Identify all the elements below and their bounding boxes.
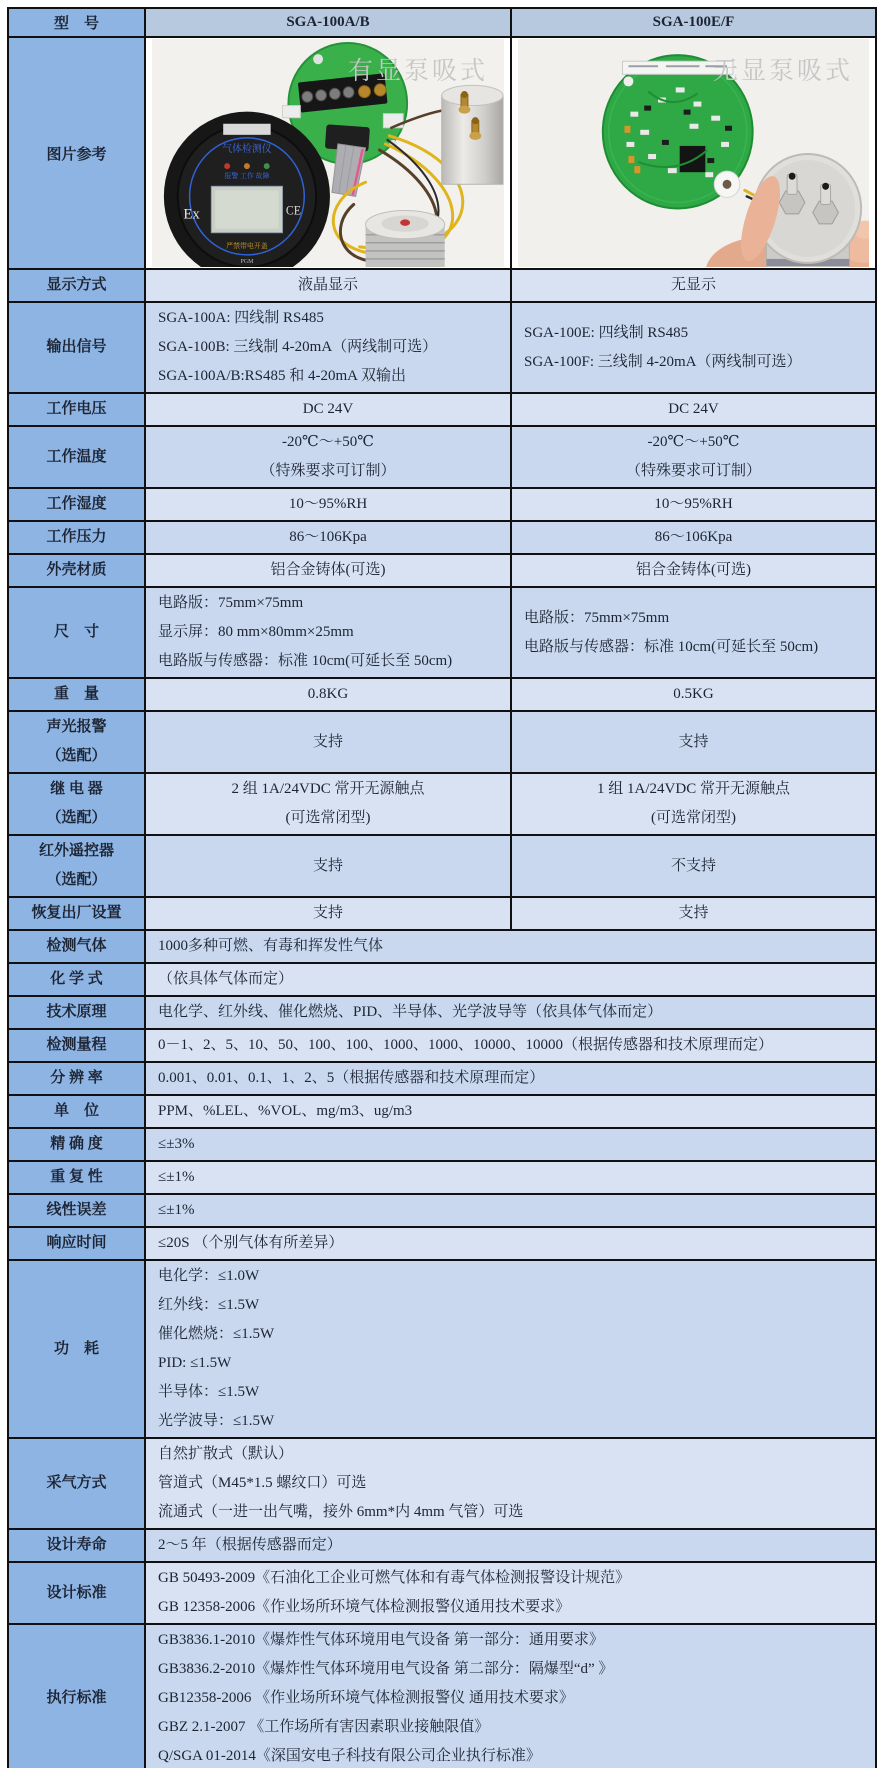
row-value-text: 显示屏：80 mm×80mm×25mm [158,624,354,640]
row-value [145,1227,876,1260]
spec-row-11 [8,835,876,897]
row-value-text: 自然扩散式（默认） [158,1446,294,1462]
row-value [145,554,511,587]
row-label-text: 分 辨 率 [50,1070,103,1086]
row-value [145,835,511,897]
row-value-text: 催化燃烧：≤1.5W [158,1326,275,1342]
pump-cylinder-icon [442,85,503,184]
row-label-text: 设计标准 [46,1584,107,1601]
row-value-text: SGA-100B: 三线制 4-20mA（两线制可选） [158,339,438,355]
row-value [145,1529,876,1562]
row-label [8,1529,145,1562]
row-value-text: 支持 [312,857,343,874]
header-model-label: 型 号 [8,8,145,37]
photo-watermark-left: 有显泵吸式 [347,58,488,85]
row-value [145,678,511,711]
row-value [145,488,511,521]
row-label-text: 技术原理 [46,1004,107,1020]
row-value-text: 光学波导：≤1.5W [158,1413,275,1429]
row-value-text: 电化学：≤1.0W [158,1268,260,1284]
row-value-text: 支持 [678,733,709,750]
row-value [145,1194,876,1227]
spec-row-10 [8,773,876,835]
row-value [145,1562,876,1624]
row-value-text: 支持 [678,905,709,921]
row-label-text: 检测气体 [46,938,107,954]
row-value-text: 电路版与传感器：标准 10cm(可延长至 50cm) [524,638,819,655]
row-label-text: （选配） [46,748,107,764]
row-label-text: 声光报警 [46,719,107,735]
row-value [145,930,876,963]
spec-row-1 [8,302,876,393]
row-value-text: 2 组 1A/24VDC 常开无源触点 [231,781,425,797]
row-value-text: Q/SGA 01-2014《深国安电子科技有限公司企业执行标准》 [158,1748,541,1764]
spec-row-14 [8,963,876,996]
row-label [8,1062,145,1095]
row-value-text: 铝合金铸体(可选) [636,562,751,578]
spec-row-15 [8,996,876,1029]
row-value-text: 支持 [312,905,343,921]
row-label [8,1227,145,1260]
row-value-text: GB3836.2-2010《爆炸性气体环境用电气设备 第二部分：隔爆型“d” 》 [158,1661,614,1677]
row-label-text: 外壳材质 [46,562,107,578]
row-value [145,269,511,302]
row-value [511,302,876,393]
row-value-text: GB 50493-2009《石油化工企业可燃气体和有毒气体检测报警设计规范》 [158,1570,631,1586]
row-label-text: 工作湿度 [46,496,107,512]
header-row [8,8,876,37]
row-label [8,996,145,1029]
row-value [511,897,876,930]
row-label-text: 线性误差 [46,1202,107,1218]
detector-led-labels: 报警 工作 故障 [224,172,270,181]
row-value [511,269,876,302]
row-value-text: 10～95%RH [654,496,733,512]
spec-row-27 [8,1624,876,1768]
spec-row-23 [8,1260,876,1438]
spec-row-9 [8,711,876,773]
spec-row-26 [8,1562,876,1624]
row-label [8,269,145,302]
row-label-text: 尺 寸 [53,624,99,640]
row-value [145,393,511,426]
spec-row-21 [8,1194,876,1227]
product-photo-with-display [152,39,504,267]
row-value-text: 电化学、红外线、催化燃烧、PID、半导体、光学波导等（依具体气体而定） [158,1004,663,1020]
row-value [145,426,511,488]
row-value [145,711,511,773]
spec-row-24 [8,1438,876,1529]
row-value-text: PID: ≤1.5W [158,1355,232,1371]
row-value-text: GB 12358-2006《作业场所环境气体检测报警仪通用技术要求》 [158,1599,571,1615]
spec-row-13 [8,930,876,963]
row-label [8,835,145,897]
row-value-text: （特殊要求可订制） [260,463,396,479]
row-value [145,1624,876,1768]
row-value-text: 流通式（一进一出气嘴，接外 6mm*内 4mm 气管）可选 [158,1504,524,1520]
header-model-ef: SGA-100E/F [511,8,876,37]
spec-row-0 [8,269,876,302]
row-value-text: 电路版：75mm×75mm [524,609,670,626]
row-value [511,711,876,773]
spec-row-17 [8,1062,876,1095]
spec-row-16 [8,1029,876,1062]
row-value [511,393,876,426]
row-value-text: 无显示 [670,277,716,293]
row-value-text: （特殊要求可订制） [625,463,761,479]
row-value [511,521,876,554]
row-label-text: （选配） [46,872,107,888]
row-label [8,554,145,587]
row-value-text: SGA-100F: 三线制 4-20mA（两线制可选） [524,353,802,370]
row-value-text: GBZ 2.1-2007 《工作场所有害因素职业接触限值》 [158,1719,490,1735]
row-value-text: 铝合金铸体(可选) [270,562,386,578]
row-value-text: SGA-100E: 四线制 RS485 [524,324,689,341]
detector-ex-mark: Ex [183,206,200,223]
row-value-text: 支持 [312,733,343,750]
spec-row-25 [8,1529,876,1562]
row-value-text: 半导体：≤1.5W [158,1384,260,1400]
spec-row-4 [8,488,876,521]
spec-table [7,7,877,1768]
row-value [145,963,876,996]
row-value-text: ≤20S （个别气体有所差异） [158,1235,344,1251]
row-label-text: 精 确 度 [50,1136,103,1152]
row-value-text: 1000多种可燃、有毒和挥发性气体 [158,938,384,954]
spec-row-7 [8,587,876,678]
row-label [8,711,145,773]
row-label-text: （选配） [46,810,107,826]
row-value-text: 液晶显示 [297,277,358,293]
row-label-text: 输出信号 [46,339,107,355]
row-value [145,773,511,835]
spec-row-6 [8,554,876,587]
row-label-text: 功 耗 [53,1340,99,1357]
row-value [511,678,876,711]
spec-row-22 [8,1227,876,1260]
row-label [8,1194,145,1227]
row-value-text: 0.8KG [307,686,349,702]
photo-watermark-right: 无显泵吸式 [712,58,853,85]
photo-cell-left [145,37,511,269]
row-label [8,1438,145,1529]
row-value-text: ≤±1% [158,1169,195,1185]
row-label-text: 继 电 器 [50,781,103,797]
row-value-text: 10～95%RH [288,496,368,512]
row-value [145,1161,876,1194]
spec-row-2 [8,393,876,426]
row-value-text: 电路版与传感器：标准 10cm(可延长至 50cm) [158,653,453,669]
row-value [511,426,876,488]
row-label-text: 重 量 [53,686,99,702]
row-label [8,488,145,521]
row-value [145,1438,876,1529]
row-value [511,554,876,587]
row-value-text: -20℃～+50℃ [281,434,374,450]
row-label [8,1095,145,1128]
ribbed-sensor-icon [366,211,445,267]
row-label-text: 恢复出厂设置 [31,905,122,921]
row-value-text: DC 24V [302,401,354,417]
row-label [8,897,145,930]
row-value-text: 0.001、0.01、0.1、1、2、5（根据传感器和技术原理而定） [158,1070,545,1086]
row-label [8,426,145,488]
spec-row-20 [8,1161,876,1194]
row-value-text: （依具体气体而定） [158,971,294,987]
row-value [145,1062,876,1095]
row-value [145,521,511,554]
row-value-text: 管道式（M45*1.5 螺纹口）可选 [158,1475,367,1491]
row-value [145,897,511,930]
product-photo-no-display [518,39,869,267]
row-value-text: 红外线：≤1.5W [158,1297,260,1313]
row-label [8,521,145,554]
spec-row-12 [8,897,876,930]
row-label [8,587,145,678]
row-value [511,587,876,678]
row-value [145,302,511,393]
row-label-text: 检测量程 [46,1037,107,1053]
row-value [145,996,876,1029]
row-value-text: 0.5KG [673,686,714,702]
row-label-text: 工作压力 [46,529,107,545]
row-value-text: DC 24V [668,401,719,417]
row-value-text: (可选常闭型) [651,810,736,826]
row-value [145,1029,876,1062]
row-label [8,1161,145,1194]
row-value [511,773,876,835]
row-label-text: 化 学 式 [50,971,103,987]
row-value-text: ≤±3% [158,1136,195,1152]
row-label [8,1029,145,1062]
row-value-text: 86～106Kpa [654,529,733,545]
row-label [8,1624,145,1768]
row-label-text: 响应时间 [46,1235,107,1251]
row-label-text: 显示方式 [46,277,107,293]
image-row-label: 图片参考 [8,37,145,269]
row-value-text: PPM、%LEL、%VOL、mg/m3、ug/m3 [158,1103,413,1119]
row-value [145,587,511,678]
spec-rows-body [8,269,876,1768]
row-label-text: 单 位 [53,1103,99,1119]
row-label-text: 设计寿命 [46,1537,107,1553]
spec-row-18 [8,1095,876,1128]
row-value-text: 0－1、2、5、10、50、100、100、1000、1000、10000、10000（根据传感器和技术原理而定） [158,1037,774,1053]
row-value-text: 1 组 1A/24VDC 常开无源触点 [597,781,790,797]
row-value-text: GB12358-2006 《作业场所环境气体检测报警仪 通用技术要求》 [158,1690,574,1706]
row-value-text: SGA-100A/B:RS485 和 4-20mA 双输出 [158,368,406,384]
row-label-text: 采气方式 [46,1475,107,1491]
detector-warning-text: 严禁带电开盖 [226,241,268,250]
spec-row-5 [8,521,876,554]
row-label-text: 工作电压 [46,401,107,417]
image-row [8,37,876,269]
spec-row-8 [8,678,876,711]
row-value [145,1095,876,1128]
row-label [8,773,145,835]
row-label-text: 工作温度 [46,448,107,465]
row-value-text: SGA-100A: 四线制 RS485 [158,310,324,326]
row-label [8,1128,145,1161]
row-value-text: GB3836.1-2010《爆炸性气体环境用电气设备 第一部分：通用要求》 [158,1632,604,1648]
row-label [8,302,145,393]
row-value [145,1128,876,1161]
detector-button-label: PGM [240,258,254,265]
row-label [8,393,145,426]
spec-row-19 [8,1128,876,1161]
row-label [8,963,145,996]
spec-row-3 [8,426,876,488]
detector-ce-mark: CE [285,203,301,218]
photo-cell-right [511,37,876,269]
row-value [511,488,876,521]
detector-title-text: 气体检测仪 [222,143,272,156]
row-value-text: ≤±1% [158,1202,195,1218]
row-label-text: 红外遥控器 [38,843,114,859]
row-value [145,1260,876,1438]
row-label-text: 重 复 性 [50,1169,103,1185]
row-value-text: 不支持 [670,857,716,874]
row-label [8,1562,145,1624]
row-value-text: 2～5 年（根据传感器而定） [158,1537,342,1553]
row-value-text: 86～106Kpa [289,529,367,545]
row-label [8,678,145,711]
header-model-ab: SGA-100A/B [145,8,511,37]
row-value-text: -20℃～+50℃ [647,434,740,450]
row-label-text: 执行标准 [46,1690,107,1706]
row-value [511,835,876,897]
row-value-text: (可选常闭型) [285,810,371,826]
row-label [8,1260,145,1438]
row-value-text: 电路版：75mm×75mm [158,595,304,611]
row-label [8,930,145,963]
